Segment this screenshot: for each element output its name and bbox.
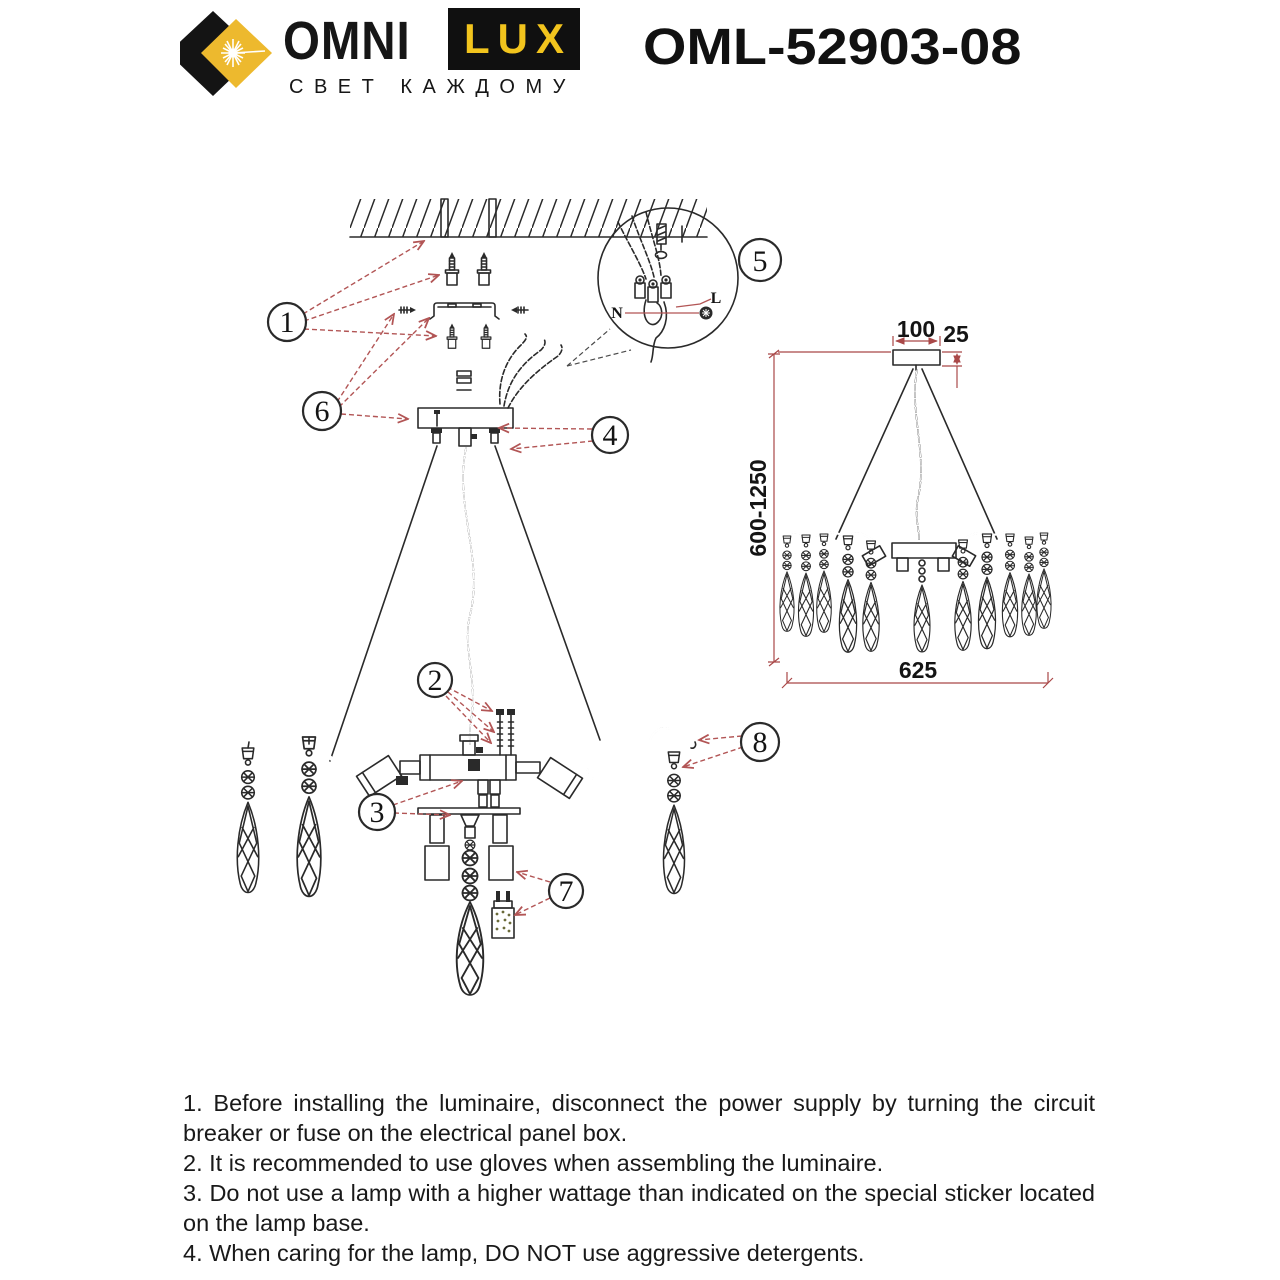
bracket-screw-right (511, 307, 528, 313)
brand-lux-badge: LUX (448, 8, 580, 70)
ceiling-canopy (418, 408, 513, 446)
lamp-socket (430, 815, 444, 843)
dim-canopy-width: 100 (896, 316, 936, 342)
instruction-item-3: 3. Do not use a lamp with a higher wattage than indicated on the special sticker located on the lamp base. (183, 1180, 1095, 1236)
bottom-plate (418, 808, 520, 814)
dim-fixture-width: 625 (898, 657, 938, 683)
lamp-socket (425, 846, 449, 880)
lamp-socket (493, 815, 507, 843)
brand-tagline: СВЕТ КАЖДОМУ (289, 76, 576, 98)
callout-3 (359, 794, 395, 830)
callout-8-label: 8 (752, 726, 768, 759)
ceiling-hatch (350, 199, 707, 237)
callout-8 (741, 723, 779, 761)
callout-4-label: 4 (602, 419, 618, 452)
mains-wires (500, 334, 562, 408)
magnifier-leader (567, 329, 631, 366)
mounting-bracket (399, 303, 528, 319)
cord-lock (459, 428, 471, 446)
callout-4 (592, 417, 628, 453)
brand-name: OMNI (283, 11, 411, 71)
assembly-screw (496, 709, 504, 755)
callout-5 (739, 239, 781, 281)
terminal-block (635, 276, 671, 302)
callout-2-label: 2 (427, 664, 443, 697)
lamp-socket (489, 846, 513, 880)
callout-6 (303, 392, 341, 430)
crystal-drop (297, 737, 321, 896)
assembly-screw (507, 709, 515, 755)
crystal-drop-center (457, 902, 483, 995)
instruction-item-2: 2. It is recommended to use gloves when assembling the luminaire. (183, 1150, 884, 1176)
callout-3-label: 3 (369, 796, 385, 829)
instruction-item-4: 4. When caring for the lamp, DO NOT use aggressive detergents. (183, 1240, 865, 1266)
g9-bulb (492, 891, 514, 938)
callout-1 (268, 303, 306, 341)
callout-6-label: 6 (314, 395, 330, 428)
dim-canopy (893, 350, 940, 365)
dimension-diagram (745, 316, 1053, 688)
callout-7-label: 7 (558, 875, 574, 908)
callout-2 (418, 663, 452, 697)
callout-1-label: 1 (279, 306, 295, 339)
ground-symbol-icon (700, 307, 713, 320)
live-label: L (710, 290, 722, 307)
dim-suspension-height: 600-1250 (745, 459, 771, 557)
instructions-block (183, 1088, 1095, 1268)
bracket-screw-left (399, 307, 416, 313)
neutral-label: N (611, 305, 623, 322)
callout-5-label: 5 (752, 245, 768, 278)
wall-anchors (446, 252, 491, 348)
crystal-drop (237, 748, 258, 893)
dim-canopy-height: 25 (943, 321, 969, 347)
central-assembly (357, 709, 583, 995)
hanging-stud (457, 371, 471, 390)
model-number: OML-52903-08 (643, 18, 1022, 76)
callout-7 (549, 874, 583, 908)
suspension-cables (330, 446, 600, 761)
crystal-drop-detached (664, 752, 685, 894)
instruction-item-1: 1. Before installing the luminaire, disconnect the power supply by turning the circuit breaker or fuse on the electrical panel box. (183, 1090, 1095, 1146)
spotlight-left (357, 756, 402, 797)
